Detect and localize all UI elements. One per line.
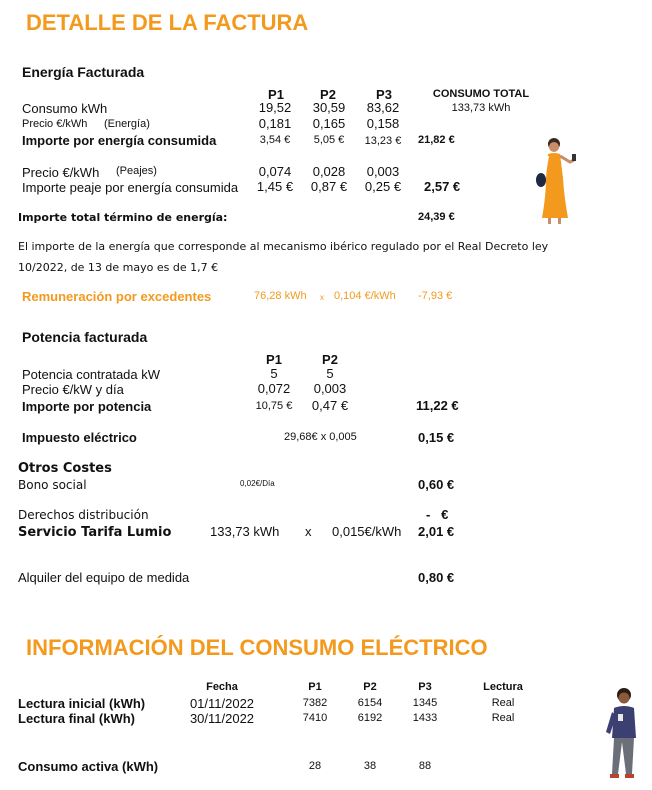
consumo-p3: 83,62: [366, 100, 400, 115]
potencia-precio-p1: 0,072: [257, 381, 291, 396]
derechos-total: - €: [426, 507, 449, 522]
col-p3: P3: [418, 681, 432, 693]
importe-peaje-p2: 0,87 €: [310, 179, 348, 194]
remuneracion-kwh: 76,28 kWh: [254, 290, 307, 302]
consumo-info-title: INFORMACIÓN DEL CONSUMO ELÉCTRICO: [26, 635, 488, 660]
lectura-final-fecha: 30/11/2022: [189, 711, 255, 726]
peajes-p1: 0,074: [258, 164, 292, 179]
col-p1: P1: [308, 681, 322, 693]
energia-col-p1: P1: [268, 87, 284, 102]
precio-energia-label: Precio €/kWh: [22, 118, 88, 130]
energia-col-p3: P3: [376, 87, 392, 102]
energia-col-p2: P2: [320, 87, 336, 102]
lectura-inicial-p3: 1345: [412, 697, 438, 709]
servicio-kwh: 133,73 kWh: [210, 524, 280, 539]
col-p2: P2: [363, 681, 377, 693]
consumo-p2: 30,59: [312, 100, 346, 115]
servicio-total: 2,01 €: [418, 524, 455, 539]
importe-energia-total: 21,82 €: [418, 134, 455, 146]
potencia-col-p1: P1: [266, 352, 282, 367]
potencia-contratada-label: Potencia contratada kW: [22, 367, 161, 382]
lectura-inicial-fecha: 01/11/2022: [189, 696, 255, 711]
col-lectura: Lectura: [483, 681, 523, 693]
lectura-final-label: Lectura final (kWh): [18, 711, 136, 726]
precio-energia-p1: 0,181: [258, 116, 292, 131]
precio-energia-p3: 0,158: [366, 116, 400, 131]
col-fecha: Fecha: [206, 681, 238, 693]
alquiler-label: Alquiler del equipo de medida: [18, 570, 190, 585]
otros-costes-title: Otros Costes: [18, 461, 112, 476]
remuneracion-x: x: [320, 293, 324, 302]
importe-peaje-p1: 1,45 €: [256, 179, 294, 194]
potencia-precio-label: Precio €/kW y día: [22, 382, 124, 397]
potencia-section-title: Potencia facturada: [22, 329, 148, 345]
impuesto-label: Impuesto eléctrico: [22, 430, 137, 445]
remuneracion-total: -7,93 €: [418, 290, 453, 302]
iberico-note-line2: 10/2022, de 13 de mayo es de 1,7 €: [18, 261, 219, 274]
lectura-inicial-tipo: Real: [491, 697, 515, 709]
energia-col-total: CONSUMO TOTAL: [432, 88, 530, 100]
servicio-x: x: [305, 524, 312, 539]
impuesto-calc: 29,68€ x 0,005: [284, 431, 357, 443]
importe-potencia-label: Importe por potencia: [22, 399, 152, 414]
woman-with-phone-icon: [528, 134, 588, 226]
precio-peajes-label: Precio €/kWh: [22, 165, 100, 180]
servicio-label: Servicio Tarifa Lumio: [18, 525, 172, 540]
man-with-coffee-icon: [600, 686, 644, 782]
importe-energia-p3: 13,23 €: [364, 135, 402, 147]
lectura-inicial-label: Lectura inicial (kWh): [18, 696, 146, 711]
importe-peaje-total: 2,57 €: [424, 179, 461, 194]
lectura-final-p2: 6192: [357, 712, 383, 724]
bono-social-total: 0,60 €: [418, 477, 455, 492]
page-title: DETALLE DE LA FACTURA: [26, 10, 309, 35]
lectura-final-tipo: Real: [491, 712, 515, 724]
consumo-activa-label: Consumo activa (kWh): [18, 759, 159, 774]
remuneracion-label: Remuneración por excedentes: [22, 289, 212, 304]
importe-energia-p2: 5,05 €: [313, 134, 345, 146]
peajes-p3: 0,003: [366, 164, 400, 179]
potencia-precio-p2: 0,003: [313, 381, 347, 396]
peajes-p2: 0,028: [312, 164, 346, 179]
importe-potencia-total: 11,22 €: [416, 398, 459, 413]
precio-energia-p2: 0,165: [312, 116, 346, 131]
bono-social-label: Bono social: [18, 478, 87, 492]
total-energia-label: Importe total término de energía:: [18, 211, 228, 224]
lectura-final-p3: 1433: [412, 712, 438, 724]
importe-energia-label: Importe por energía consumida: [22, 133, 217, 148]
potencia-col-p2: P2: [322, 352, 338, 367]
consumo-total: 133,73 kWh: [451, 102, 511, 114]
lectura-final-p1: 7410: [302, 712, 328, 724]
alquiler-total: 0,80 €: [418, 570, 455, 585]
importe-peaje-label: Importe peaje por energía consumida: [22, 180, 239, 195]
precio-energia-sub: (Energía): [104, 118, 150, 130]
impuesto-total: 0,15 €: [418, 430, 455, 445]
bono-social-rate: 0,02€/Día: [240, 479, 275, 488]
total-energia-value: 24,39 €: [418, 211, 455, 223]
importe-potencia-p2: 0,47 €: [311, 398, 349, 413]
energia-section-title: Energía Facturada: [22, 64, 145, 80]
lectura-inicial-p1: 7382: [302, 697, 328, 709]
consumo-label: Consumo kWh: [22, 101, 108, 116]
derechos-label: Derechos distribución: [18, 508, 149, 522]
lectura-inicial-p2: 6154: [357, 697, 383, 709]
potencia-contratada-p2: 5: [326, 366, 334, 381]
importe-energia-p1: 3,54 €: [259, 134, 291, 146]
consumo-activa-p1: 28: [308, 760, 322, 772]
consumo-p1: 19,52: [258, 100, 292, 115]
consumo-activa-p3: 88: [418, 760, 432, 772]
servicio-precio: 0,015€/kWh: [332, 524, 402, 539]
precio-peajes-sub: (Peajes): [116, 165, 157, 177]
remuneracion-precio: 0,104 €/kWh: [334, 290, 396, 302]
potencia-contratada-p1: 5: [270, 366, 278, 381]
consumo-activa-p2: 38: [363, 760, 377, 772]
iberico-note-line1: El importe de la energía que corresponde al mecanismo ibérico regulado por el Real Decreto ley: [18, 240, 549, 253]
importe-potencia-p1: 10,75 €: [255, 400, 293, 412]
importe-peaje-p3: 0,25 €: [364, 179, 402, 194]
